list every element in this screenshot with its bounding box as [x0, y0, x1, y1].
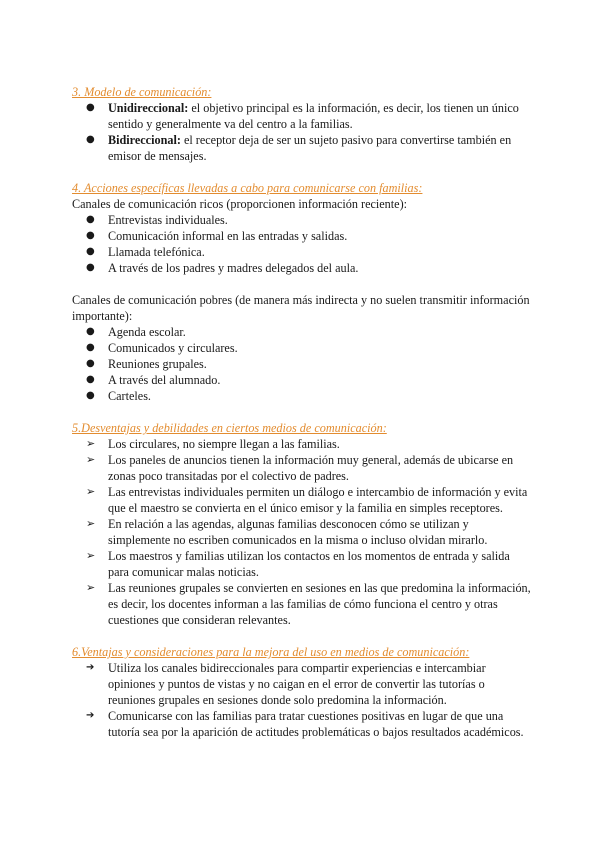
arrow-bullet-icon: ➔: [86, 662, 95, 673]
list-item: ➢ Las reuniones grupales se convierten en sesiones en las que predomina la información, es decir, los docentes informan a las familias de cómo funciona el centro y otras cuestiones que consideran relevantes.: [86, 581, 531, 627]
arrowhead-bullet-icon: ➢: [86, 517, 96, 530]
bullet-dot-icon: ●: [86, 342, 95, 353]
rich-channels-list: [72, 212, 532, 276]
list-item: ➢ En relación a las agendas, algunas familias desconocen cómo se utilizan y simplemente no escriben comunicados en la misma o incluso olvidan mirarlo.: [86, 517, 488, 547]
bullet-dot-icon: ●: [86, 134, 95, 145]
term-definition: el receptor deja de ser un sujeto pasivo para convertirse también en emisor de mensajes.: [108, 133, 512, 163]
list-item: ➔ Utiliza los canales bidireccionales para compartir experiencias e intercambiar opiniones y puntos de vistas y no caigan en el error de convertir las tutorías o reuniones grupales en sesiones donde solo predomina la información.: [86, 661, 486, 707]
list-item: [72, 132, 532, 164]
section-5-heading: 5.Desventajas y debilidades en ciertos medios de comunicación:: [72, 421, 387, 435]
section-3-heading: 3. Modelo de comunicación:: [72, 85, 212, 99]
list-item: ➢ Los maestros y familias utilizan los contactos en los momentos de entrada y salida para comunicar malas noticias.: [86, 549, 510, 579]
list-item: ● A través de los padres y madres delegados del aula.: [86, 261, 359, 275]
list-item: ● Comunicados y circulares.: [86, 341, 238, 355]
list-item: ➢ Los paneles de anuncios tienen la información muy general, además de ubicarse en zonas poco transitadas por el colectivo de padres.: [86, 453, 514, 483]
section-4-heading: 4. Acciones específicas llevadas a cabo para comunicarse con familias:: [72, 181, 423, 195]
list-item: ● Carteles.: [86, 389, 151, 403]
term-label: Unidireccional:: [108, 101, 189, 115]
list-item: ➔ Comunicarse con las familias para tratar cuestiones positivas en lugar de que una tutoría sea por la aparición de actitudes problemáticas o bajos resultados académicos.: [86, 709, 524, 739]
bullet-dot-icon: ●: [86, 326, 95, 337]
bullet-dot-icon: ●: [86, 230, 95, 241]
rich-channels-intro: Canales de comunicación ricos (proporcionen información reciente):: [72, 197, 408, 211]
bullet-dot-icon: ●: [86, 246, 95, 257]
document-page: [72, 84, 532, 740]
arrowhead-bullet-icon: ➢: [86, 485, 96, 498]
poor-channels-intro: Canales de comunicación pobres (de manera más indirecta y no suelen transmitir información importante):: [72, 293, 530, 323]
section-5-list: [72, 436, 532, 628]
list-item: ➢ Las entrevistas individuales permiten un diálogo e intercambio de información y evita que el maestro se convierta en el único emisor y la familia en simples receptores.: [86, 485, 528, 515]
bullet-dot-icon: ●: [86, 358, 95, 369]
list-item: ● Agenda escolar.: [86, 325, 186, 339]
arrowhead-bullet-icon: ➢: [86, 581, 96, 594]
bullet-dot-icon: ●: [86, 390, 95, 401]
section-6-heading: 6.Ventajas y consideraciones para la mejora del uso en medios de comunicación:: [72, 645, 470, 659]
arrow-bullet-icon: ➔: [86, 710, 95, 721]
section-3-list: [72, 100, 532, 164]
arrowhead-bullet-icon: ➢: [86, 437, 96, 450]
bullet-dot-icon: ●: [86, 102, 95, 113]
term-label: Bidireccional:: [108, 133, 181, 147]
list-item: ● Comunicación informal en las entradas y salidas.: [86, 229, 348, 243]
term-definition: el objetivo principal es la información, es decir, los tienen un único sentido y generalmente va del centro a la familias.: [108, 101, 519, 131]
list-item: ● Reuniones grupales.: [86, 357, 207, 371]
list-item: [72, 100, 532, 132]
list-item: ● A través del alumnado.: [86, 373, 221, 387]
bullet-dot-icon: ●: [86, 214, 95, 225]
arrowhead-bullet-icon: ➢: [86, 453, 96, 466]
arrowhead-bullet-icon: ➢: [86, 549, 96, 562]
section-6-list: [72, 660, 532, 740]
bullet-dot-icon: ●: [86, 374, 95, 385]
bullet-dot-icon: ●: [86, 262, 95, 273]
list-item: ● Llamada telefónica.: [86, 245, 205, 259]
poor-channels-list: [72, 324, 532, 404]
list-item: ➢ Los circulares, no siempre llegan a las familias.: [86, 437, 340, 451]
list-item: ● Entrevistas individuales.: [86, 213, 228, 227]
